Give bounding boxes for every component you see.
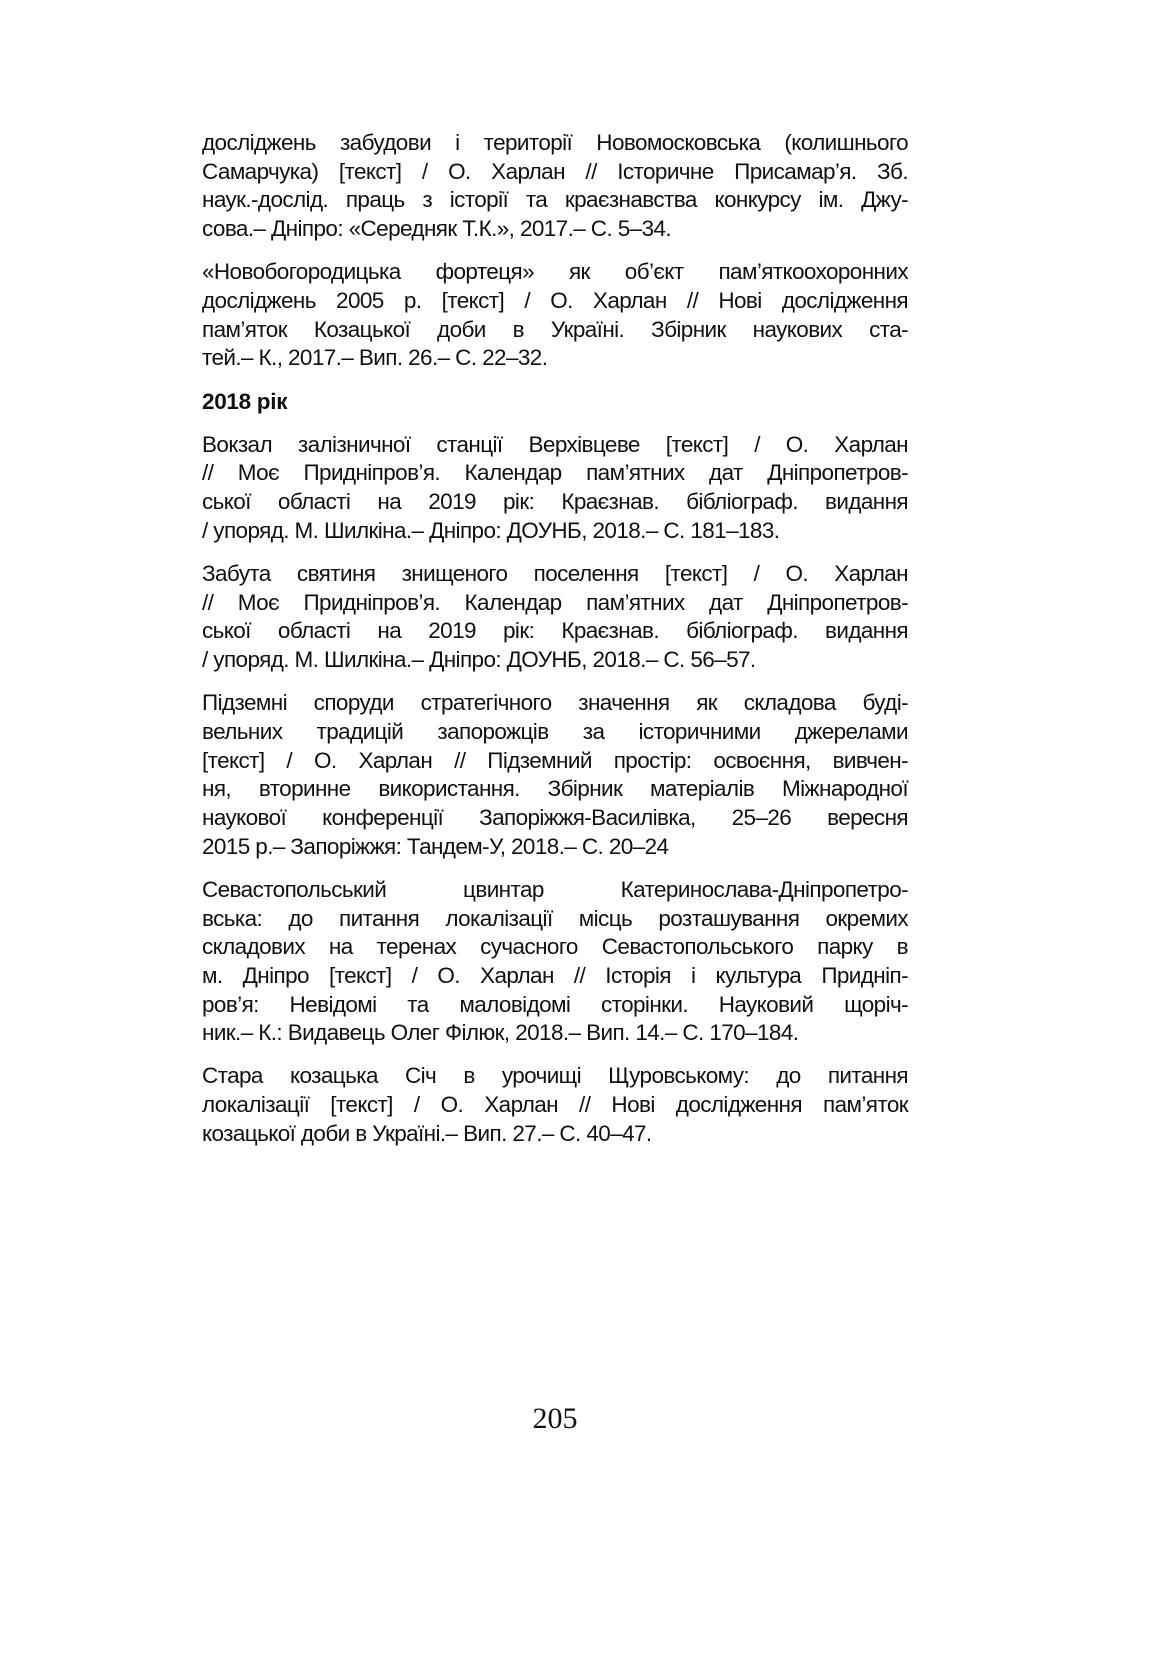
page-body <box>202 129 908 1163</box>
entry-line: Стара козацька Січ в урочищі Щуровському: до питання <box>202 1063 908 1089</box>
entry-line: ської області на 2019 рік: Краєзнав. бібліограф. видання <box>202 489 908 515</box>
entry-line: «Новобогородицька фортеця» як об’єкт пам’яткоохоронних <box>202 259 908 285</box>
entry-line: пам’яток Козацької доби в Україні. Збірник наукових ста- <box>202 316 908 342</box>
bibliography-entry <box>202 1062 908 1148</box>
bibliography-entry <box>202 560 908 675</box>
bibliography-entry <box>202 129 908 244</box>
entry-line: складових на теренах сучасного Севастопольського парку в <box>202 934 908 960</box>
bibliography-entry <box>202 258 908 373</box>
entry-line: вська: до питання локалізації місць розташування окремих <box>202 905 908 931</box>
entry-line: ров’я: Невідомі та маловідомі сторінки. Науковий щоріч- <box>202 991 908 1017</box>
page-number: 205 <box>532 1402 578 1435</box>
entry-line: наукової конференції Запоріжжя-Василівка, 25–26 вересня <box>202 804 908 830</box>
bibliography-entry <box>202 689 908 861</box>
entry-line: досліджень забудови і території Новомосковська (колишнього <box>202 130 908 155</box>
entry-line: м. Дніпро [текст] / О. Харлан // Історія і культура Придніп- <box>202 962 908 988</box>
entry-line: наук.-дослід. праць з історії та краєзнавства конкурсу ім. Джу- <box>202 187 908 213</box>
entry-line: 2015 р.– Запоріжжя: Тандем-У, 2018.– С. 20–24 <box>202 833 669 859</box>
entry-line: вельних традицій запорожців за історичними джерелами <box>202 718 908 744</box>
entry-line: Самарчука) [текст] / О. Харлан // Історичне Присамар’я. Зб. <box>202 158 908 184</box>
section-heading-2018: 2018 рік <box>202 388 288 414</box>
entry-line: ської області на 2019 рік: Краєзнав. бібліограф. видання <box>202 618 908 644</box>
bibliography-entry <box>202 876 908 1048</box>
entry-line: досліджень 2005 р. [текст] / О. Харлан // Нові дослідження <box>202 287 908 313</box>
entry-line: ник.– К.: Видавець Олег Філюк, 2018.– Вип. 14.– С. 170–184. <box>202 1020 799 1046</box>
entry-line: Вокзал залізничної станції Верхівцеве [текст] / О. Харлан <box>202 431 908 457</box>
entry-line: тей.– К., 2017.– Вип. 26.– С. 22–32. <box>202 345 548 371</box>
entry-line: локалізації [текст] / О. Харлан // Нові дослідження пам’яток <box>202 1092 908 1118</box>
entry-line: / упоряд. М. Шилкіна.– Дніпро: ДОУНБ, 2018.– С. 181–183. <box>202 517 780 543</box>
entry-line: ня, вторинне використання. Збірник матеріалів Міжнародної <box>202 776 908 802</box>
bibliography-list-2018 <box>202 431 908 1149</box>
entry-line: Севастопольський цвинтар Катеринослава-Дніпропетро- <box>202 876 908 902</box>
entry-line: // Моє Придніпров’я. Календар пам’ятних дат Дніпропетров- <box>202 460 908 486</box>
bibliography-entry <box>202 431 908 546</box>
entry-line: // Моє Придніпров’я. Календар пам’ятних дат Дніпропетров- <box>202 589 908 615</box>
entry-line: козацької доби в Україні.– Вип. 27.– С. 40–47. <box>202 1120 652 1146</box>
entry-line: Підземні споруди стратегічного значення як складова буді- <box>202 690 908 716</box>
entry-line: сова.– Дніпро: «Середняк Т.К.», 2017.– С. 5–34. <box>202 216 672 242</box>
entry-line: / упоряд. М. Шилкіна.– Дніпро: ДОУНБ, 2018.– С. 56–57. <box>202 647 756 672</box>
bibliography-list-2017 <box>202 129 908 373</box>
entry-line: [текст] / О. Харлан // Підземний простір: освоєння, вивчен- <box>202 747 908 773</box>
entry-line: Забута святиня знищеного поселення [текст] / О. Харлан <box>202 560 908 586</box>
